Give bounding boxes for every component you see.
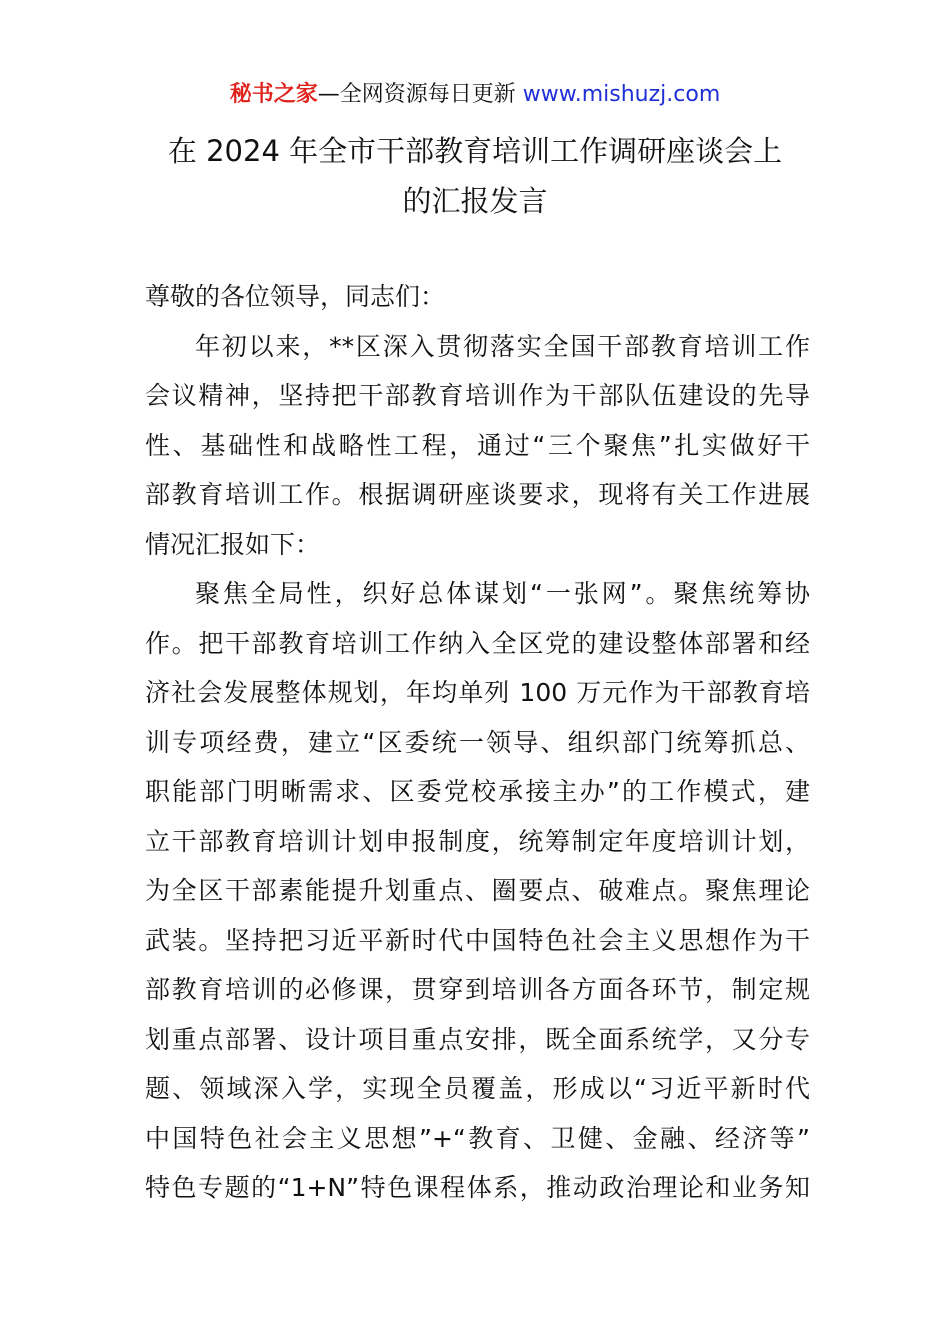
body-line: 特色专题的“1+N”特色课程体系，推动政治理论和业务知 (145, 1173, 810, 1202)
body-line: 训专项经费，建立“区委统一领导、组织部门统筹抓总、 (145, 727, 810, 757)
body-line: 作。把干部教育培训工作纳入全区党的建设整体部署和经 (145, 628, 810, 658)
body-line: 部教育培训工作。根据调研座谈要求，现将有关工作进展 (145, 480, 810, 509)
body-line: 武装。坚持把习近平新时代中国特色社会主义思想作为干 (145, 925, 810, 955)
body-line: 会议精神，坚持把干部教育培训作为干部队伍建设的先导 (145, 381, 810, 410)
body-line: 性、基础性和战略性工程，通过“三个聚焦”扎实做好干 (145, 430, 810, 460)
body-line: 中国特色社会主义思想”+“教育、卫健、金融、经济等” (145, 1123, 810, 1153)
body-line: 为全区干部素能提升划重点、圈要点、破难点。聚焦理论 (145, 876, 810, 905)
document-title (110, 126, 840, 226)
site-header (0, 78, 950, 112)
title-line: 在 2024 年全市干部教育培训工作调研座谈会上 (167, 134, 783, 168)
body-line: 情况汇报如下： (145, 529, 321, 559)
body-line: 济社会发展整体规划，年均单列 100 万元作为干部教育培 (145, 678, 810, 707)
site-url[interactable]: www.mishuzj.com (522, 82, 721, 107)
body-line: 立干部教育培训计划申报制度，统筹制定年度培训计划， (145, 826, 810, 856)
body-line: 部教育培训的必修课，贯穿到培训各方面各环节，制定规 (145, 975, 810, 1004)
document-body (145, 272, 810, 1213)
body-line: 年初以来，**区深入贯彻落实全国干部教育培训工作 (195, 331, 810, 361)
body-line: 题、领域深入学，实现全员覆盖，形成以“习近平新时代 (145, 1074, 810, 1103)
header-tagline: —全网资源每日更新 (317, 82, 523, 107)
body-line: 职能部门明晰需求、区委党校承接主办”的工作模式，建 (145, 777, 810, 806)
body-line: 划重点部署、设计项目重点安排，既全面系统学，又分专 (145, 1024, 810, 1054)
brand-name: 秘书之家 (229, 82, 318, 107)
title-line: 的汇报发言 (402, 184, 548, 218)
salutation: 尊敬的各位领导，同志们： (145, 282, 446, 311)
body-line: 聚焦全局性，织好总体谋划“一张网”。聚焦统筹协 (195, 579, 810, 608)
